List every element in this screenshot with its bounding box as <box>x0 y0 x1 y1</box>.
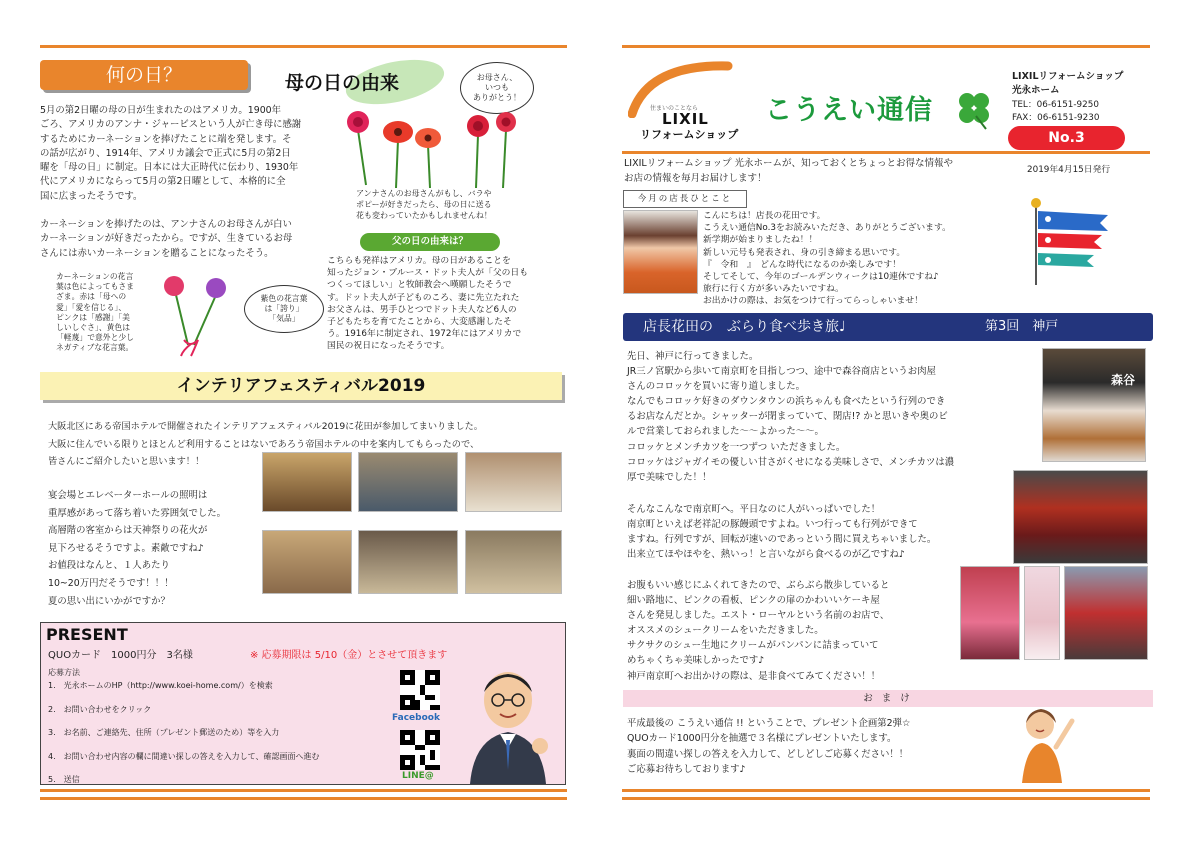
fathers-day-label-text: 父の日の由来は？ <box>391 236 468 247</box>
apply-steps <box>48 680 398 798</box>
tour-title: 店長花田の ぶらり食べ歩き旅♩ <box>643 319 846 335</box>
newsletter-title: こうえい通信 <box>765 95 933 126</box>
logo-sub-text: リフォームショップ <box>640 128 739 141</box>
apply-step: 1. 光永ホームのHP（http://www.koei-home.com/）を検索 <box>48 681 273 690</box>
logo-small-text: 住まいのことなら <box>650 105 699 112</box>
hotel-banquet-photo <box>358 452 458 512</box>
bottom-rule-left-2 <box>40 797 567 800</box>
rose-icon <box>467 112 516 188</box>
tour-body-1: 先日、神戸に行ってきました。 JR三ノ宮駅から歩いて南京町を目指しつつ、途中で森谷商店というお肉屋 さんのコロッケを買いに寄り道しました。 なんでもコロッケ好きのダウンタウンの浜ちゃんも食べたという行列のでき るお店なんだとか。シャッターが閉まっていて、閉店!? かと思いきや奥のビ ルで営業しておられました～～よかった～～。 コロッケとメンチカツを一つずつ いただきました。 コロッケはジャガイモの優しい甘さがくせになる美味しさで、メンチカツは濃 厚で美味でした！！ <box>627 351 955 483</box>
fathers-day-body: こちらも発祥はアメリカ。母の日があることを 知ったジョン・ブルース・ドット夫人が「父の日も つくってほしい」と牧師教会へ嘆願したそうで す。ドット夫人が子どものころ、妻に先立たれた お父さんは、男手ひとつでドット夫人など6人の 子どもたちを育てたことから、大変感謝したそ う。1916年に制定され、1972年にはアメリカで 国民の祝日になったそうです。 <box>327 256 529 352</box>
hotel-display-photo <box>358 530 458 594</box>
intro-text: LIXILリフォームショップ 光永ホームが、知っておくとちょっとお得な情報や お店の情報を毎月お届けします！ <box>624 158 954 184</box>
shop-sign: 森谷 <box>1110 373 1135 387</box>
bottom-rule-right-2 <box>622 797 1150 800</box>
rose-icon <box>347 111 369 185</box>
omake-body: 平成最後の こうえい通信 !! ということで、プレゼント企画第2弾☆ QUOカード1000円分を抽選で３名様にプレゼントいたします。 裏面の間違い探しの答えを入力して、どしどしご応募ください！！ ご応募お待ちしております♪ <box>627 718 911 775</box>
thanks-bubble-text: お母さん、 いつも ありがとう！ <box>473 73 521 102</box>
top-rule-right <box>622 45 1150 48</box>
fathers-day-label <box>360 233 500 251</box>
bottom-rule-left <box>40 789 567 792</box>
street-photo <box>1064 566 1148 660</box>
poppy-icon <box>383 121 441 188</box>
croquette-photo <box>1042 348 1146 462</box>
apply-step: 4. お問い合わせ内容の欄に間違い探しの答えを入力して、確認画面へ進む <box>48 751 320 761</box>
hotel-suite-photo <box>465 530 562 594</box>
flower-caption: アンナさんのお母さんがもし、バラや ポピーが好きだったら、母の日に送る 花も変わっていたかもしれませんね！ <box>356 189 492 220</box>
line-label[interactable]: LINE@ <box>402 771 434 781</box>
koinobori-illustration <box>1022 195 1126 287</box>
nanohi-text: 何の日？ <box>105 64 182 86</box>
omake-label-text: お ま け <box>863 693 913 704</box>
interior-title: インテリアフェスティバル2019 <box>176 376 426 396</box>
logo-lixil-text: LIXIL <box>662 110 709 128</box>
cake-shop-photo <box>960 566 1020 660</box>
flowers-illustration <box>338 100 538 190</box>
present-deadline: ※ 応募期限は 5/10（金）とさせて頂きます <box>250 650 448 661</box>
carnation-icon <box>164 276 226 356</box>
manager-photo <box>623 210 698 294</box>
shop-fax: FAX：06-6151-9230 <box>1012 113 1100 123</box>
issue-no: No.3 <box>1048 130 1085 146</box>
header-rule-right <box>622 151 1150 154</box>
manager-label-text: 今月の店長ひとこと <box>637 194 733 204</box>
top-rule-left <box>40 45 567 48</box>
present-title: PRESENT <box>46 625 128 644</box>
clover-icon <box>952 86 996 130</box>
apply-step: 2. お問い合わせをクリック <box>48 704 152 714</box>
carnation-note: カーネーションの花言 葉は色によってもさま ざま。赤は「母への 愛」「愛を信じる」、 ピンクは「感謝」「美 しいしぐさ」、黄色は 「軽蔑」で意外と少し ネガティブな花言葉。 <box>56 272 134 353</box>
purple-bubble-text: 紫色の花言葉 は「誇り」 「気品」 <box>260 294 308 323</box>
facebook-label[interactable]: Facebook <box>392 713 440 723</box>
issue-date: 2019年4月15日発行 <box>1027 165 1111 175</box>
tour-body-3: お腹もいい感じにふくれてきたので、ぶらぶら散歩していると 細い路地に、ピンクの看板、ピンクの扉のかわいいケーキ屋 さんを発見しました。エスト・ローヤルという名前のお店で、 オススメのシュークリームをいただきました。 サクサクのシュー生地にクリームがパンパンに詰まっていて めちゃくちゃ美味しかったです♪ 神戸南京町へお出かけの際は、是非食べてみてください！！ <box>627 580 890 682</box>
shop-branch: 光永ホーム <box>1012 85 1060 96</box>
nankinmachi-gate-photo <box>1013 470 1148 564</box>
mothers-day-body: 5月の第2日曜の母の日が生まれたのはアメリカ。1900年 ごろ、アメリカのアンナ・ジャービスという人が亡き母に感謝 するためにカーネーションを捧げたことに端を発します。そ の話が広がり、1914年、アメリカ議会で正式に5月の第2日 曜を「母の日」に制定。日本には大正時代に伝わり、1930年 代にアメリカにならって5月の第2日曜として、本格的に全 国に広まったそうです。 <box>40 105 302 202</box>
hotel-hall-photo <box>262 452 352 512</box>
cream-puff-photo <box>1024 566 1060 660</box>
interior-body: 宴会場とエレベーターホールの照明は 重厚感があって落ち着いた雰囲気でした。 高層階の客室からは天神祭りの花火が 見下ろせるそうですよ。素敵ですね♪ お値段はなんと、１人あたり 10~20万円だそうです！！！ 夏の思い出にいかがですか？ <box>48 490 227 607</box>
apply-label: 応募方法 <box>48 668 80 677</box>
bottom-rule-right <box>622 789 1150 792</box>
issue-badge <box>1008 126 1125 150</box>
interior-banner <box>40 372 562 400</box>
tour-episode: 第3回 神戸 <box>985 319 1059 334</box>
line-qr-icon[interactable] <box>400 730 440 770</box>
manager-message: こんにちは！店長の花田です。 こうえい通信No.3をお読みいただき、ありがとうございます。 新学期が始まりましたね！！ 新しい元号も発表され、身の引き締まる思いです。 『 令和 』 どんな時代になるのか楽しみです！ そしてそして、今年のゴールデンウィークは10連休ですね♪ 旅行に行く方が多いみたいですね。 お出かけの際は、お気をつけて行ってらっしゃいませ！ <box>703 211 951 307</box>
hotel-lobby-photo <box>262 530 352 594</box>
nanohi-label <box>40 60 248 90</box>
shop-tel: TEL：06-6151-9250 <box>1012 100 1099 110</box>
apply-step: 3. お名前、ご連絡先、住所（プレゼント郵送のため）等を入力 <box>48 728 280 737</box>
shop-name: LIXILリフォームショップ <box>1012 71 1124 82</box>
mothers-day-title: 母の日の由来 <box>285 72 400 94</box>
carnation-illustration <box>158 270 238 360</box>
tour-body-2: そんなこんなで南京町へ。平日なのに人がいっぱいでした！ 南京町といえば老祥記の豚饅頭ですよね。いつ行っても行列ができて ますね。行列ですが、回転が速いのであっという間に買えちゃいました。 出来立てほやほやを、熱いっ！と言いながら食べるのが乙ですね♪ <box>627 504 937 561</box>
present-item: QUOカード 1000円分 3名様 <box>48 650 193 661</box>
purple-bubble <box>244 285 324 333</box>
manager-label <box>623 190 747 208</box>
woman-illustration <box>1010 705 1078 783</box>
apply-step: 5. 送信 <box>48 775 80 784</box>
tour-banner <box>623 313 1153 341</box>
man-illustration <box>460 660 556 784</box>
hotel-room-photo <box>465 452 562 512</box>
facebook-qr-icon[interactable] <box>400 670 440 710</box>
interior-intro: 大阪北区にある帝国ホテルで開催されたインテリアフェスティバル2019に花田が参加してまいりました。 大阪に住んでいる限りとほとんど利用することはないであろう帝国ホテルの中を案内してもらったので、 皆さんにご紹介したいと思います！！ <box>48 421 483 467</box>
carnation-body: カーネーションを捧げたのは、アンナさんのお母さんが白い カーネーションが好きだったから。ですが、生きているお母 さんには赤いカーネーションを贈ることになったそう。 <box>40 219 293 259</box>
